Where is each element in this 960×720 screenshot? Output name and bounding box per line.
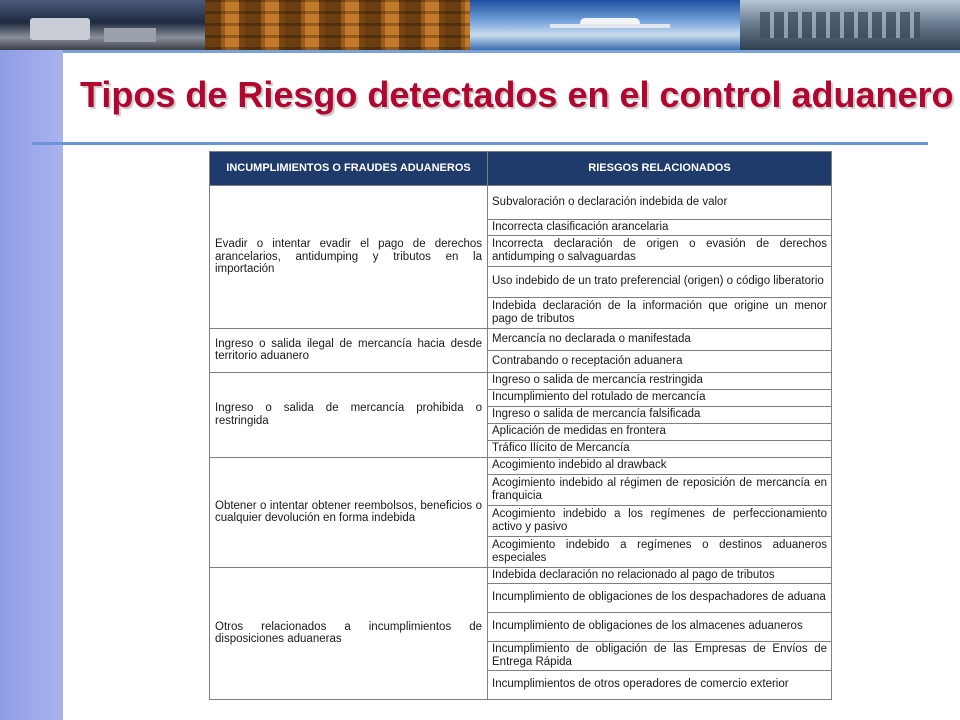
- risk-cell: Acogimiento indebido al régimen de reposición de mercancía en franquicia: [488, 474, 832, 505]
- truck-photo: [0, 0, 205, 50]
- risk-cell: Acogimiento indebido al drawback: [488, 457, 832, 474]
- category-cell: Otros relacionados a incumplimientos de disposiciones aduaneras: [210, 567, 488, 699]
- risk-cell: Mercancía no declarada o manifestada: [488, 328, 832, 350]
- category-cell: Ingreso o salida ilegal de mercancía hacia desde territorio aduanero: [210, 328, 488, 372]
- risk-cell: Contrabando o receptación aduanera: [488, 350, 832, 372]
- risk-cell: Ingreso o salida de mercancía restringida: [488, 372, 832, 389]
- slide-title: Tipos de Riesgo detectados en el control aduanero: [80, 74, 954, 115]
- category-cell: Ingreso o salida de mercancía prohibida o restringida: [210, 372, 488, 457]
- category-cell: Evadir o intentar evadir el pago de derechos arancelarios, antidumping y tributos en la importación: [210, 186, 488, 329]
- risk-cell: Incumplimiento de obligaciones de los almacenes aduaneros: [488, 612, 832, 641]
- table-row: [210, 186, 832, 220]
- risk-cell: Incumplimiento de obligaciones de los despachadores de aduana: [488, 583, 832, 612]
- header-banner: [0, 0, 960, 50]
- header-riesgos: RIESGOS RELACIONADOS: [488, 152, 832, 186]
- risk-cell: Incorrecta clasificación arancelaria: [488, 220, 832, 236]
- title-underline: [32, 142, 928, 145]
- port-ship-photo: [740, 0, 960, 50]
- risk-cell: Incumplimientos de otros operadores de comercio exterior: [488, 670, 832, 699]
- table-row: [210, 372, 832, 389]
- table-row: [210, 328, 832, 350]
- category-cell: Obtener o intentar obtener reembolsos, beneficios o cualquier devolución en forma indebida: [210, 457, 488, 567]
- airplane-photo: [470, 0, 740, 50]
- risk-cell: Aplicación de medidas en frontera: [488, 423, 832, 440]
- risk-cell: Incorrecta declaración de origen o evasión de derechos antidumping o salvaguardas: [488, 235, 832, 266]
- table-row: [210, 567, 832, 583]
- risk-cell: Acogimiento indebido a los regímenes de perfeccionamiento activo y pasivo: [488, 505, 832, 536]
- risk-table: [209, 151, 832, 700]
- banner-divider: [63, 50, 960, 53]
- table-header-row: [210, 152, 832, 186]
- risk-cell: Uso indebido de un trato preferencial (origen) o código liberatorio: [488, 266, 832, 297]
- risk-cell: Acogimiento indebido a regímenes o destinos aduaneros especiales: [488, 536, 832, 567]
- risk-cell: Incumplimiento del rotulado de mercancía: [488, 389, 832, 406]
- risk-cell: Tráfico Ilícito de Mercancía: [488, 440, 832, 457]
- risk-cell: Subvaloración o declaración indebida de valor: [488, 186, 832, 220]
- header-incumplimientos: INCUMPLIMIENTOS O FRAUDES ADUANEROS: [210, 152, 488, 186]
- risk-cell: Indebida declaración no relacionado al pago de tributos: [488, 567, 832, 583]
- risk-cell: Incumplimiento de obligación de las Empresas de Envíos de Entrega Rápida: [488, 641, 832, 670]
- table-row: [210, 457, 832, 474]
- risk-cell: Indebida declaración de la información que origine un menor pago de tributos: [488, 297, 832, 328]
- risk-cell: Ingreso o salida de mercancía falsificada: [488, 406, 832, 423]
- cargo-warehouse-photo: [205, 0, 470, 50]
- left-accent-bar: [0, 50, 63, 720]
